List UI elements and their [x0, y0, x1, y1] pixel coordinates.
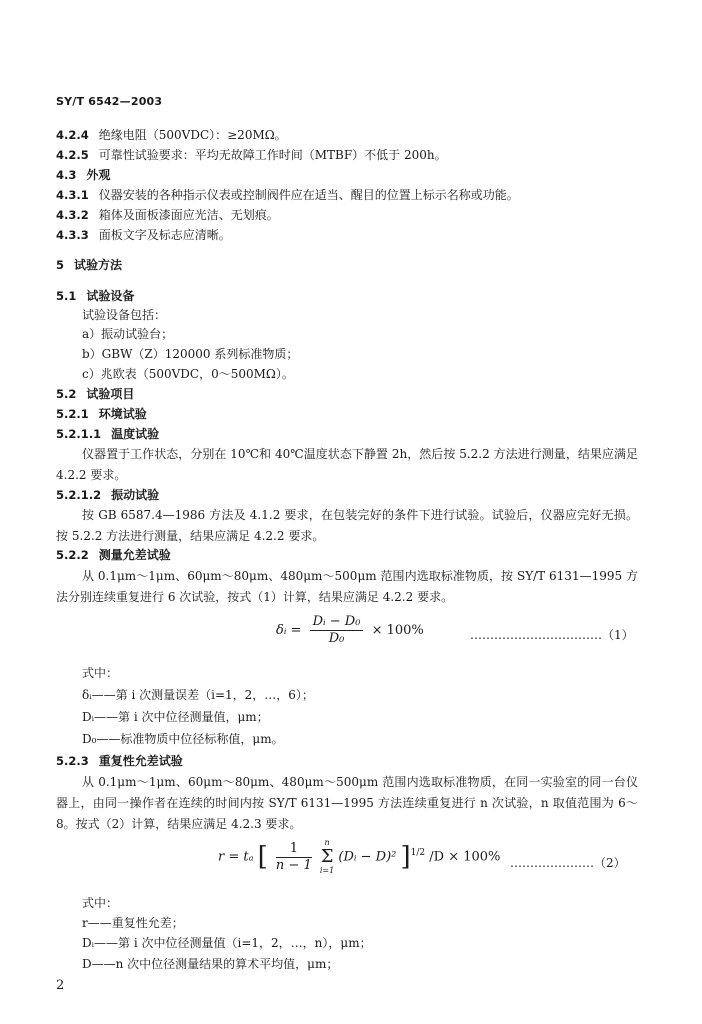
formula-2-sum — [320, 838, 334, 876]
formula-1-tail: × 100% — [371, 623, 424, 638]
clause-text: 仪器安装的各种指示仪表或控制阀件应在适当、醒目的位置上标示名称或功能。 — [98, 188, 519, 202]
clause-number: 5.1 — [56, 289, 77, 303]
clause-4-3-2 — [56, 206, 279, 224]
clause-number: 5.2.1.2 — [56, 488, 102, 502]
clause-number: 5.2.3 — [56, 754, 89, 768]
clause-text: 绝缘电阻（500VDC）：≥20MΩ。 — [98, 128, 287, 142]
formula-2-exponent: 1/2 — [410, 848, 426, 859]
formula-1-number: ……………………………（1） — [470, 628, 634, 642]
equipment-item-c: c）兆欧表（500VDC，0～500MΩ）。 — [82, 367, 294, 381]
clause-number: 4.3.2 — [56, 208, 89, 222]
clause-number: 5.2.1 — [56, 407, 89, 421]
formula-1-numerator: Dᵢ − D₀ — [310, 614, 364, 631]
section-5-heading — [56, 256, 122, 274]
clause-text: 可靠性试验要求：平均无故障工作时间（MTBF）不低于 200h。 — [98, 148, 447, 162]
clause-4-3 — [56, 166, 110, 184]
sigma-icon: Σ — [320, 846, 334, 867]
vibration-test-paragraph: 按 GB 6587.4—1986 方法及 4.1.2 要求，在包装完好的条件下进行试验。试验后，仪器应完好无损。按 5.2.2 方法进行测量，结果应满足 4.2.2 要求。 — [56, 508, 638, 543]
where-label-1: 式中： — [82, 666, 119, 680]
clause-number: 4.3 — [56, 168, 77, 182]
clause-text: 面板文字及标志应清晰。 — [98, 228, 231, 242]
clause-heading: 试验设备 — [86, 289, 135, 303]
clause-5-2-1-1 — [56, 425, 159, 443]
clause-4-2-5 — [56, 146, 447, 164]
clause-heading: 振动试验 — [111, 488, 160, 502]
clause-4-3-3 — [56, 226, 231, 244]
symbol-dbar-def: D——n 次中位径测量结果的算术平均值，μm； — [82, 957, 339, 971]
formula-2-sum-lower: i=1 — [319, 866, 335, 875]
temperature-test-paragraph: 仪器置于工作状态，分别在 10℃和 40℃温度状态下静置 2h，然后按 5.2.2 方法进行测量，结果应满足 4.2.2 要求。 — [56, 447, 638, 482]
clause-5-2-2 — [56, 546, 171, 564]
formula-2-denominator: n − 1 — [275, 857, 312, 873]
formula-2-bracket-open: [ — [257, 842, 268, 872]
equipment-item-a: a）振动试验台； — [82, 327, 174, 341]
formula-1-lhs: δᵢ = — [276, 623, 302, 638]
clause-text: 箱体及面板漆面应光洁、无划痕。 — [98, 208, 279, 222]
clause-heading: 温度试验 — [111, 427, 160, 441]
section-number: 5 — [56, 258, 65, 272]
page-number: 2 — [56, 978, 65, 993]
formula-2-lhs: r = tₐ — [218, 849, 254, 865]
formula-2-fraction — [276, 841, 312, 874]
repeatability-test-paragraph: 从 0.1μm～1μm、60μm～80μm、480μm～500μm 范围内选取标准物质，在同一实验室的同一台仪器上，由同一操作者在连续的时间内按 SY/T 6131—1995 方法连续重复进行 n 次试验，n 取值范围为 6～8。按式（2）计算，结果应满足 4.2.3 要求。 — [56, 775, 638, 831]
formula-2-sum-upper: n — [324, 838, 330, 847]
clause-heading: 外观 — [86, 168, 111, 182]
clause-number: 4.2.5 — [56, 148, 89, 162]
clause-heading: 环境试验 — [98, 407, 147, 421]
symbol-delta-def: δᵢ——第 i 次测量误差（i=1，2，…，6）； — [82, 688, 314, 702]
symbol-r-def: r——重复性允差； — [82, 916, 184, 930]
formula-2-body: (Dᵢ − D)² — [338, 849, 397, 865]
formula-2-numerator: 1 — [276, 841, 312, 858]
formula-2-tail: /D × 100% — [429, 849, 501, 865]
symbol-d0-def: D₀——标准物质中位径标称值，μm。 — [82, 732, 284, 746]
clause-number: 5.2.1.1 — [56, 427, 102, 441]
clause-4-3-1 — [56, 186, 519, 204]
clause-5-2 — [56, 385, 134, 403]
clause-number: 4.3.3 — [56, 228, 89, 242]
section-title: 试验方法 — [74, 258, 123, 272]
formula-2 — [218, 838, 500, 876]
clause-5-2-1 — [56, 405, 147, 423]
clause-5-2-3 — [56, 752, 183, 770]
formula-2-bracket-close: ] — [400, 842, 411, 872]
clause-number: 4.2.4 — [56, 128, 89, 142]
formula-1 — [276, 614, 424, 647]
formula-1-fraction — [310, 614, 364, 647]
symbol-di-def: Dᵢ——第 i 次中位径测量值，μm； — [82, 710, 269, 724]
equipment-item-b: b）GBW（Z）120000 系列标准物质； — [82, 347, 299, 361]
equipment-intro: 试验设备包括： — [82, 308, 167, 322]
clause-4-2-4 — [56, 126, 287, 144]
clause-5-1 — [56, 287, 134, 305]
clause-number: 5.2.2 — [56, 548, 89, 562]
standard-number: SY/T 6542—2003 — [56, 95, 163, 108]
symbol-di-def-2: Dᵢ——第 i 次中位径测量值（i=1，2，…，n），μm； — [82, 936, 372, 950]
tolerance-test-paragraph: 从 0.1μm～1μm、60μm～80μm、480μm～500μm 范围内选取标准物质，按 SY/T 6131—1995 方法分别连续重复进行 6 次试验，按式（1）计算，结果应满足 4.2.2 要求。 — [56, 569, 638, 604]
clause-number: 5.2 — [56, 387, 77, 401]
formula-1-denominator: D₀ — [328, 631, 345, 646]
clause-number: 4.3.1 — [56, 188, 89, 202]
clause-5-2-1-2 — [56, 486, 159, 504]
clause-heading: 试验项目 — [86, 387, 135, 401]
clause-heading: 测量允差试验 — [98, 548, 171, 562]
clause-heading: 重复性允差试验 — [98, 754, 183, 768]
where-label-2: 式中： — [82, 896, 119, 910]
formula-2-number: …………………（2） — [510, 856, 626, 870]
